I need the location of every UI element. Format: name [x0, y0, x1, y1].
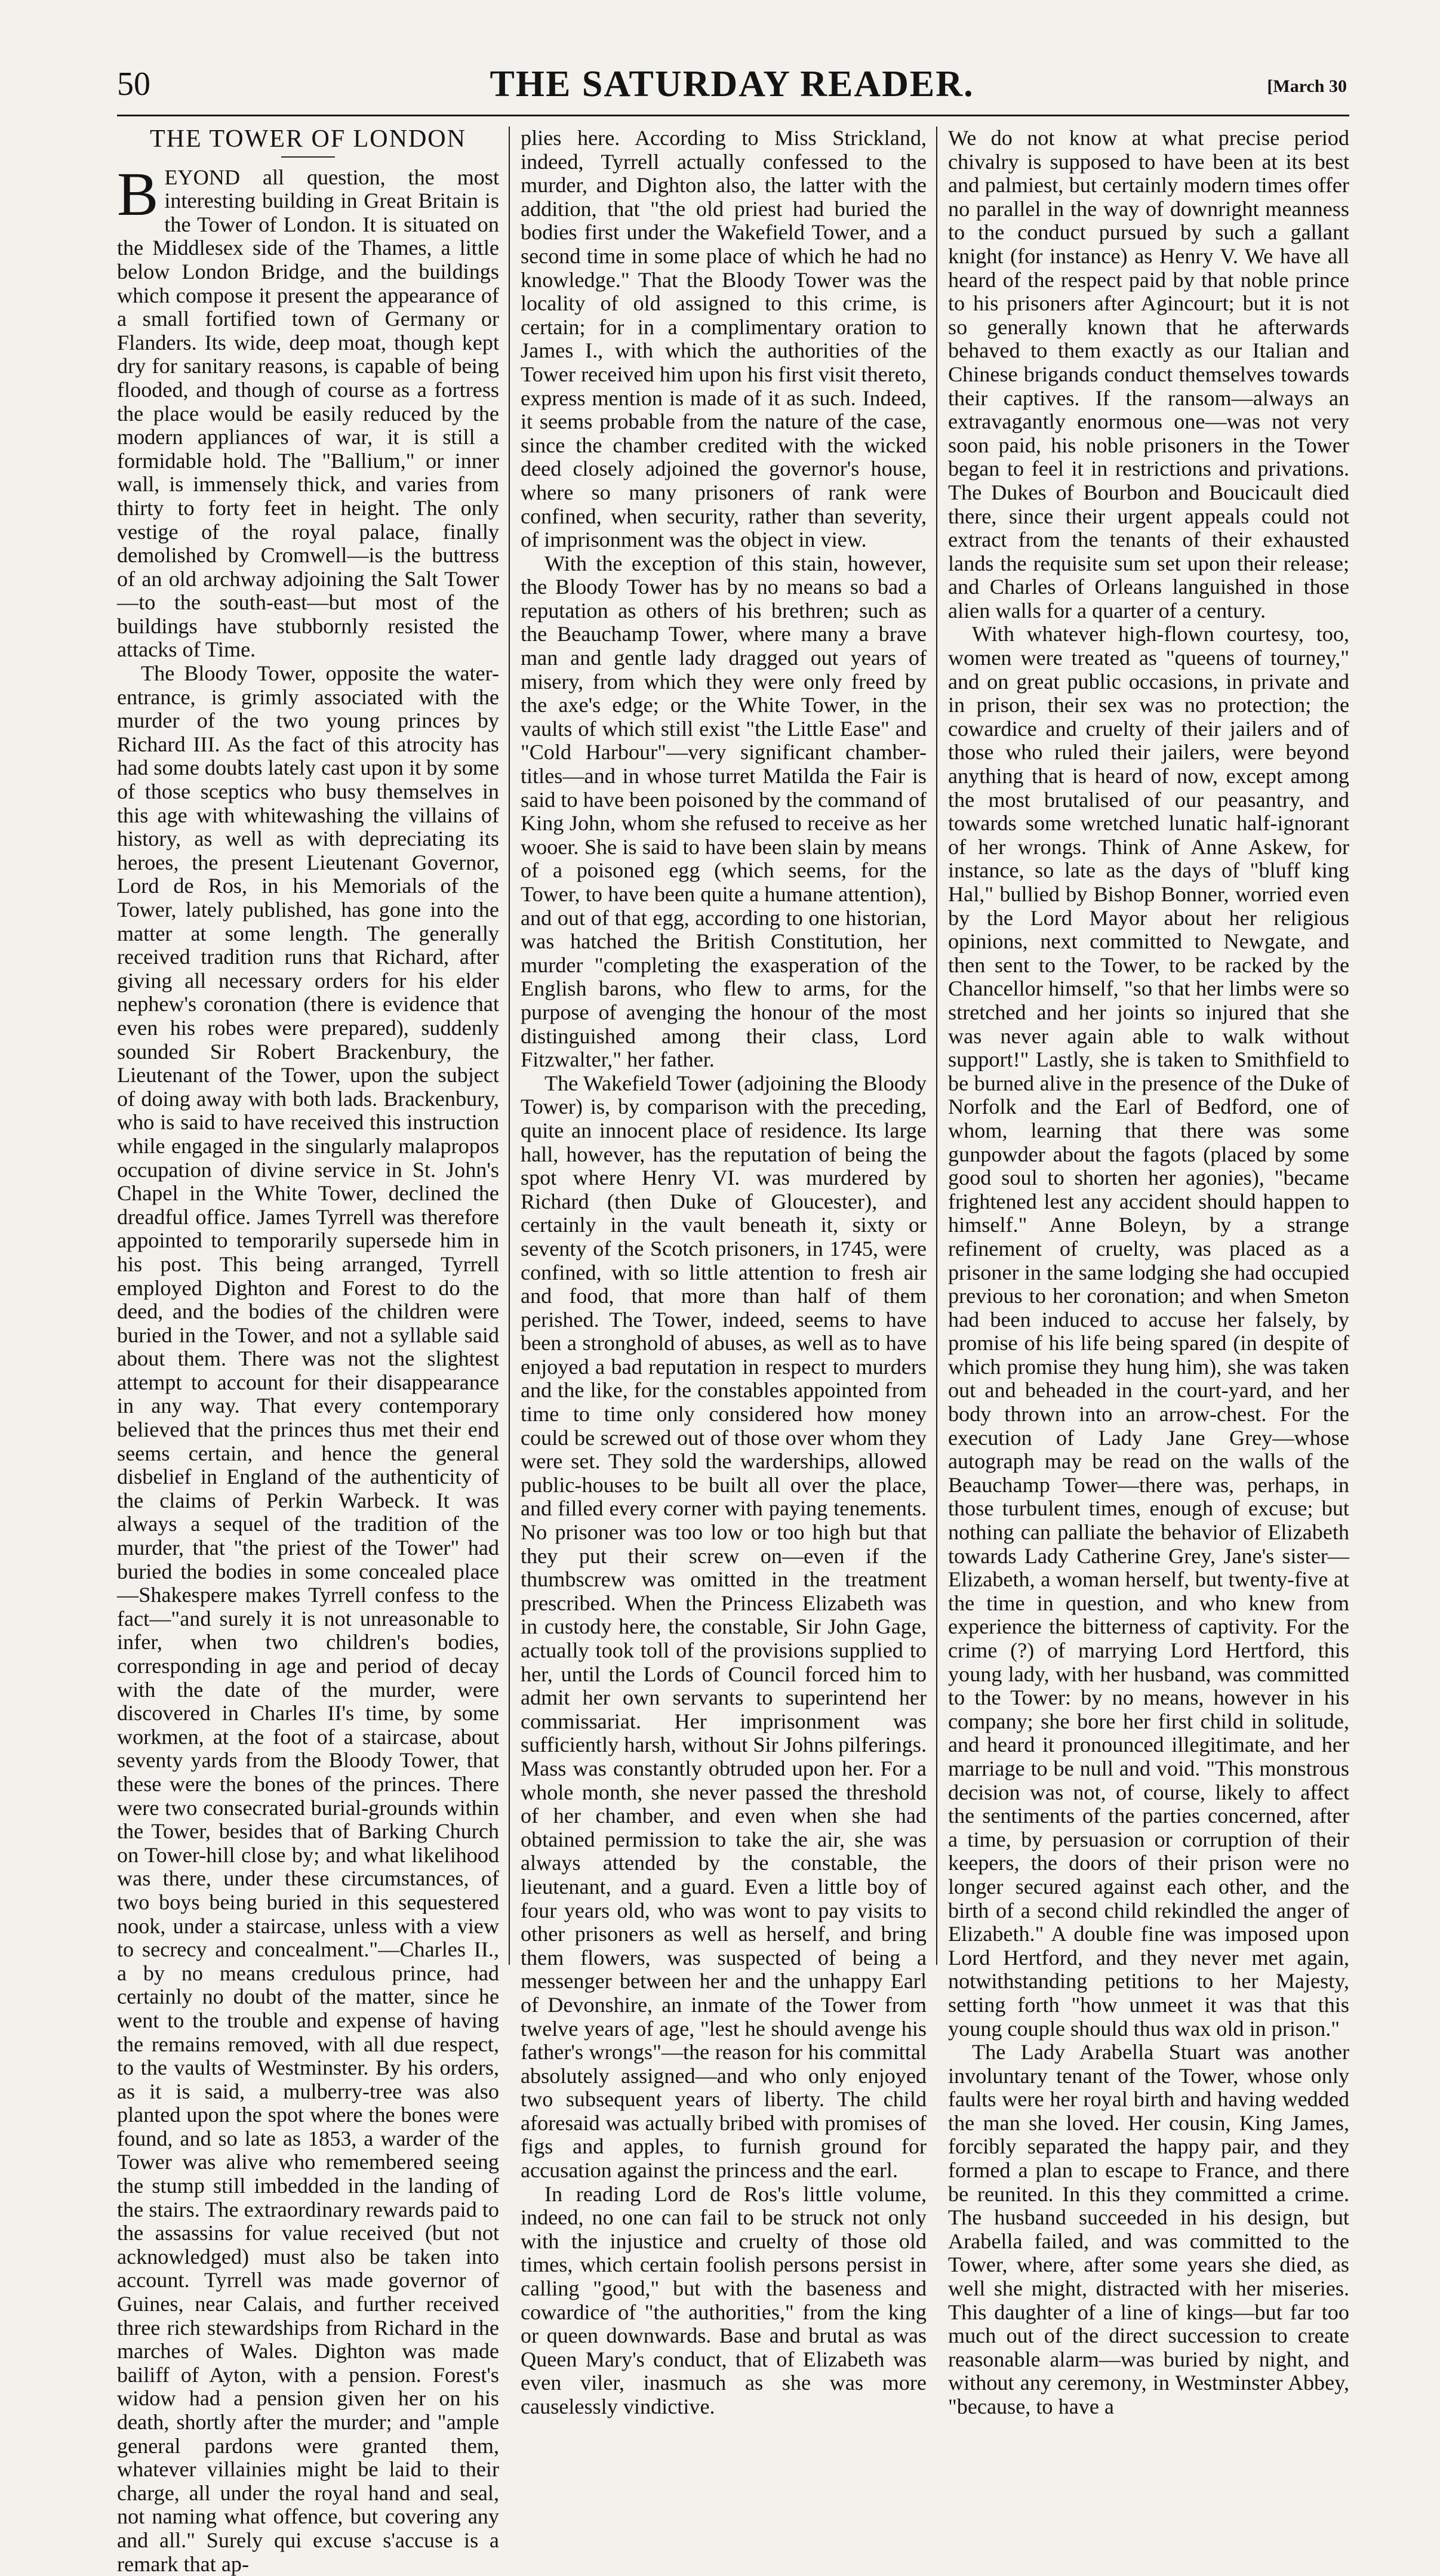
column-3: [948, 126, 1349, 2418]
masthead-rule: [117, 115, 1349, 116]
article-paragraph: plies here. According to Miss Strickland, indeed, Tyrrell actually confessed to the murder, and Dighton also, the latter with the addition, that "the old priest had buried the bodies first under the Wakefield Tower, and a second time in some place of which he had no knowledge." That the Bloody Tower was the locality of old assigned to this crime, is certain; for in a complimentary oration to James I., with which the authorities of the Tower received him upon his first visit thereto, express mention is made of it as such. Indeed, it seems probable from the nature of the case, since the chamber credited with the wicked deed closely adjoined the governor's house, where so many prisoners of rank were confined, when security, rather than severity, of imprisonment was the object in view.: [521, 126, 927, 552]
article-paragraph: The Bloody Tower, opposite the water-entrance, is grimly associated with the murder of the two young princes by Richard III. As the fact of this atrocity has had some doubts lately cast upon it by some of those sceptics who busy themselves in this age with whitewashing the villains of history, as well as with depreciating its heroes, the present Lieutenant Governor, Lord de Ros, in his Memorials of the Tower, lately published, has gone into the matter at some length. The generally received tradition runs that Richard, after giving all necessary orders for his elder nephew's coronation (there is evidence that even his robes were prepared), suddenly sounded Sir Robert Brackenbury, the Lieutenant of the Tower, upon the subject of doing away with both lads. Brackenbury, who is said to have received this instruction while engaged in the singularly malapropos occupation of divine service in St. John's Chapel in the White Tower, declined the dreadful office. James Tyrrell was therefore appointed to temporarily supersede him in his post. This being arranged, Tyrrell employed Dighton and Forest to do the deed, and the bodies of the children were buried in the Tower, and not a syllable said about them. There was not the slightest attempt to account for their disappearance in any way. That every contemporary believed that the princes thus met their end seems certain, and hence the general disbelief in England of the authenticity of the claims of Perkin Warbeck. It was always a sequel of the tradition of the murder, that "the priest of the Tower" had buried the bodies in some concealed place—Shakespere makes Tyrrell confess to the fact—"and surely it is not unreasonable to infer, when two children's bodies, corresponding in age and period of decay with the date of the murder, were discovered in Charles II's time, by some workmen, at the foot of a staircase, about seventy yards from the Bloody Tower, that these were the bones of the princes. There were two consecrated burial-grounds within the Tower, besides that of Barking Church on Tower-hill close by; and what likelihood was there, under these circumstances, of two boys being buried in this sequestered nook, under a staircase, unless with a view to secrecy and concealment."—Charles II., a by no means credulous prince, had certainly no doubt of the matter, since he went to the trouble and expense of having the remains removed, with all due respect, to the vaults of Westminster. By his orders, as it is said, a mulberry-tree was also planted upon the spot where the bones were found, and so late as 1853, a warder of the Tower was alive who remembered seeing the stump still imbedded in the landing of the stairs. The extraordinary rewards paid to the assassins for value received (but not acknowledged) must also be taken into account. Tyrrell was made governor of Guines, near Calais, and further received three rich stewardships from Richard in the marches of Wales. Dighton was made bailiff of Ayton, with a pension. Forest's widow had a pension given her on his death, shortly after the murder; and "ample general pardons were granted them, whatever villainies might be laid to their charge, all under the royal hand and seal, not naming what offence, but covering any and all." Surely qui excuse s'accuse is a remark that ap-: [117, 661, 499, 2576]
drop-cap: B: [117, 159, 159, 229]
article-paragraph: With whatever high-flown courtesy, too, women were treated as "queens of tourney," and on great public occasions, in private and in prison, their sex was no protection; the cowardice and cruelty of their jailers and of those who ruled their jailers, were beyond anything that is heard of now, except among the most brutalised of our peasantry, and towards some wretched lunatic half-ignorant of her wrongs. Think of Anne Askew, for instance, so late as the days of "bluff king Hal," bullied by Bishop Bonner, worried even by the Lord Mayor about her religious opinions, next committed to Newgate, and then sent to the Tower, to be racked by the Chancellor himself, "so that her limbs were so stretched and her joints so injured that she was never again able to walk without support!" Lastly, she is taken to Smithfield to be burned alive in the presence of the Duke of Norfolk and the Earl of Bedford, one of whom, learning that there was some gunpowder about the fagots (placed by some good soul to shorten her agonies), "became frightened lest any accident should happen to himself." Anne Boleyn, by a strange refinement of cruelty, was placed as a prisoner in the same lodging she had occupied previous to her coronation; and when Smeton had been induced to accuse her falsely, by promise of his life being spared (in despite of which promise they hung him), she was taken out and beheaded in the court-yard, and her body thrown into an arrow-chest. For the execution of Lady Jane Grey—whose autograph may be read on the walls of the Beauchamp Tower—there was, perhaps, in those turbulent times, enough of excuse; but nothing can palliate the behavior of Elizabeth towards Lady Catherine Grey, Jane's sister—Elizabeth, a woman herself, but twenty-five at the time in question, and who knew from experience the bitterness of captivity. For the crime (?) of marrying Lord Hertford, this young lady, with her husband, was committed to the Tower: by no means, however in his company; she bore her first child in solitude, and heard it pronounced illegitimate, and her marriage to be null and void. "This monstrous decision was not, of course, likely to affect the sentiments of the parties concerned, after a time, by persuasion or corruption of their keepers, the doors of their prison were no longer secured against each other, and the birth of a second child rekindled the anger of Elizabeth." A double fine was imposed upon Lord Hertford, and they never met again, notwithstanding petitions to her Majesty, setting forth "how unmeet it was that this young couple should thus wax old in prison.": [948, 622, 1349, 2041]
column-divider: [509, 127, 510, 1965]
article-paragraph: The Wakefield Tower (adjoining the Bloody Tower) is, by comparison with the preceding, quite an innocent place of residence. Its large hall, however, has the reputation of being the spot where Henry VI. was murdered by Richard (then Duke of Gloucester), and certainly in the vault beneath it, sixty or seventy of the Scotch prisoners, in 1745, were confined, with so little attention to fresh air and food, that more than half of them perished. The Tower, indeed, seems to have been a stronghold of abuses, as well as to have enjoyed a bad reputation in respect to murders and the like, for the constables appointed from time to time only considered how money could be screwed out of those over whom they were set. They sold the warderships, allowed public-houses to be built all over the place, and filled every corner with paying tenements. No prisoner was too low or too high but that they put their screw on—even if the thumbscrew was omitted in the treatment prescribed. When the Princess Elizabeth was in custody here, the constable, Sir John Gage, actually took toll of the provisions supplied to her, until the Lords of Council forced him to admit her own servants to superintend her commissariat. Her imprisonment was sufficiently harsh, without Sir Johns pilferings. Mass was constantly obtruded upon her. For a whole month, she never passed the threshold of her chamber, and even when she had obtained permission to take the air, she was always attended by the constable, the lieutenant, and a guard. Even a little boy of four years old, who was wont to pay visits to other prisoners as well as herself, and bring them flowers, was suspected of being a messenger between her and the unhappy Earl of Devonshire, an inmate of the Tower from twelve years of age, "lest he should avenge his father's wrongs"—the reason for his committal absolutely assigned—and who only enjoyed two subsequent years of liberty. The child aforesaid was actually bribed with promises of figs and apples, to furnish ground for accusation against the princess and the earl.: [521, 1071, 927, 2183]
page-number: 50: [117, 66, 150, 103]
article-paragraph: With the exception of this stain, however, the Bloody Tower has by no means so bad a reputation as others of his brethren; such as the Beauchamp Tower, where many a brave man and gentle lady dragged out years of misery, from which they were only freed by the axe's edge; or the White Tower, in the vaults of which still exist "the Little Ease" and "Cold Harbour"—very significant chamber-titles—and in whose turret Matilda the Fair is said to have been poisoned by the command of King John, whom she refused to receive as her wooer. She is said to have been slain by means of a poisoned egg (which seems, for the Tower, to have been quite a humane attention), and out of that egg, according to one historian, was hatched the British Constitution, her murder "completing the exasperation of the English barons, who flew to arms, for the purpose of avenging the honour of the most distinguished among their class, Lord Fitzwalter," her father.: [521, 551, 927, 1072]
article-title: THE TOWER OF LONDON: [150, 125, 466, 153]
newspaper-title: THE SATURDAY READER.: [490, 64, 974, 104]
issue-date: [March 30: [1267, 76, 1347, 96]
column-1: [117, 125, 499, 2576]
column-divider: [936, 127, 937, 1965]
article-paragraph: We do not know at what precise period chivalry is supposed to have been at its best and palmiest, but certainly modern times offer no parallel in the way of downright meanness to the conduct pursued by such a gallant knight (for instance) as Henry V. We have all heard of the respect paid by that noble prince to his prisoners after Agincourt; but it is not so generally known that he afterwards behaved to them exactly as our Italian and Chinese brigands conduct themselves towards their captives. If the ransom—always an extravagantly enormous one—was not very soon paid, his noble prisoners in the Tower began to feel it in restrictions and privations. The Dukes of Bourbon and Boucicault died there, since their urgent appeals could not extract from the tenants of their exhausted lands the requisite sum set upon their release; and Charles of Orleans languished in those alien walls for a quarter of a century.: [948, 126, 1349, 623]
article-paragraph: In reading Lord de Ros's little volume, indeed, no one can fail to be struck not only with the injustice and cruelty of those old times, which certain foolish persons persist in calling "good," but with the baseness and cowardice of "the authorities," from the king or queen downwards. Base and brutal as was Queen Mary's conduct, that of Elizabeth was even viler, inasmuch as she was more causelessly vindictive.: [521, 2181, 927, 2418]
article-paragraph: The Lady Arabella Stuart was another involuntary tenant of the Tower, whose only faults were her royal birth and having wedded the man she loved. Her cousin, King James, forcibly separated the happy pair, and they formed a plan to escape to France, and there be reunited. In this they committed a crime. The husband succeeded in his design, but Arabella failed, and was committed to the Tower, where, after some years she died, as well she might, distracted with her miseries. This daughter of a line of kings—but far too much out of the direct succession to create reasonable alarm—was buried by night, and without any ceremony, in Westminster Abbey, "because, to have a: [948, 2040, 1349, 2418]
title-rule: [281, 156, 335, 158]
article-paragraph: BEYOND all question, the most interesting building in Great Britain is the Tower of London. It is situated on the Middlesex side of the Thames, a little below London Bridge, and the buildings which compose it present the appearance of a small fortified town of Germany or Flanders. Its wide, deep moat, though kept dry for sanitary reasons, is capable of being flooded, and though of course as a fortress the place would be easily reduced by the modern appliances of war, it is still a formidable hold. The "Ballium," or inner wall, is immensely thick, and varies from thirty to forty feet in height. The only vestige of the royal palace, finally demolished by Cromwell—is the buttress of an old archway adjoining the Salt Tower—to the south-east—but most of the buildings have stubbornly resisted the attacks of Time.: [117, 159, 499, 662]
masthead: [117, 57, 1347, 111]
column-2: [521, 126, 927, 2418]
